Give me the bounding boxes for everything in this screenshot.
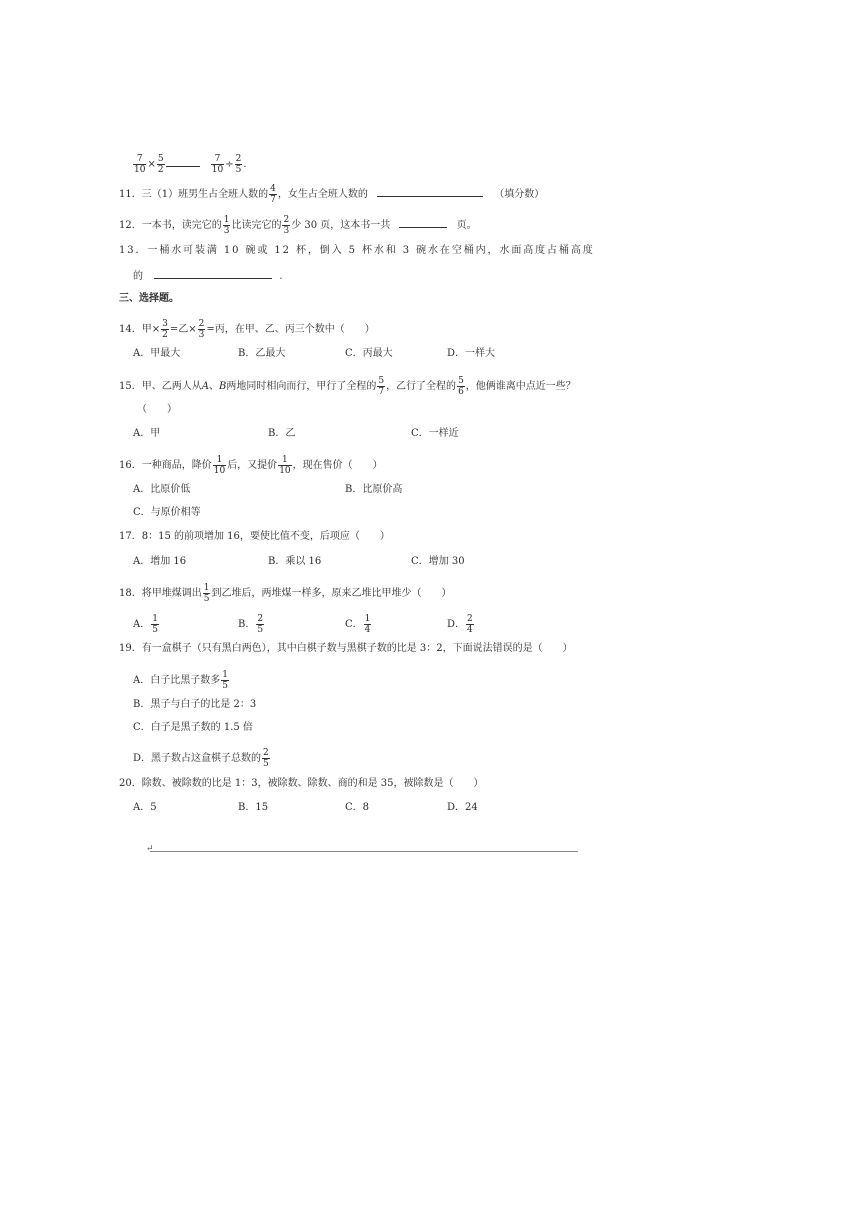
option-text: D．黑子数占这盒棋子总数的: [133, 753, 262, 764]
fraction: $\frac{5}{2}$: [157, 154, 164, 175]
option-letter: D．: [447, 619, 466, 630]
answer-blank[interactable]: [154, 268, 272, 279]
question-13-line1: 13．一桶水可装满 10 碗或 12 杯，倒入 5 杯水和 3 碗水在空桶内，水面高度占桶高度: [119, 245, 595, 256]
fraction: $\frac{1}{3}$: [223, 215, 230, 236]
question-text: 页。: [456, 220, 477, 231]
question-text: 的: [133, 271, 143, 282]
question-18: [119, 583, 451, 604]
fraction: $\frac{7}{10}$: [134, 154, 146, 175]
question-text: 后，又提价: [227, 460, 278, 471]
option-d[interactable]: [447, 614, 475, 635]
operator: ÷: [225, 159, 234, 170]
point-label: B: [218, 381, 227, 392]
option-b[interactable]: B．比原价高: [345, 484, 403, 495]
option-letter: A．: [133, 619, 151, 630]
fraction: $\frac{2}{3}$: [198, 319, 205, 340]
q10-line: [132, 154, 247, 175]
question-text: 到乙堆后，两堆煤一样多，原来乙堆比甲堆少（ ）: [211, 588, 452, 599]
period: .: [279, 271, 283, 282]
question-text: =乙×: [169, 324, 197, 335]
question-17: 17．8：15 的前项增加 16，要使比值不变，后项应（ ）: [119, 531, 390, 542]
option-c[interactable]: C．8: [345, 802, 370, 813]
option-d[interactable]: D．24: [447, 802, 478, 813]
question-text: ，女生占全班人数的: [277, 189, 368, 200]
question-12: [119, 215, 477, 236]
fraction: $\frac{2}{5}$: [263, 748, 269, 769]
option-a[interactable]: A．增加 16: [133, 556, 187, 567]
fraction: $\frac{1}{5}$: [152, 614, 158, 635]
fraction: $\frac{2}{3}$: [283, 215, 290, 236]
question-11: [119, 184, 544, 205]
fraction: $\frac{7}{10}$: [211, 154, 224, 175]
answer-blank[interactable]: [377, 186, 483, 197]
fraction: $\frac{1}{5}$: [203, 583, 210, 604]
return-mark: ↵: [146, 844, 154, 854]
option-a[interactable]: A．比原价低: [133, 484, 191, 495]
option-d[interactable]: D．一样大: [447, 348, 496, 359]
question-16: [119, 455, 383, 476]
answer-blank[interactable]: [166, 156, 200, 167]
option-c[interactable]: C．一样近: [411, 428, 459, 439]
option-b[interactable]: B．15: [238, 802, 269, 813]
option-c[interactable]: [345, 614, 372, 635]
footer-divider: [150, 851, 578, 852]
question-text: 14．甲×: [119, 324, 161, 335]
question-text: 18．将甲堆煤调出: [119, 588, 202, 599]
question-14: [119, 319, 375, 340]
option-b[interactable]: B．乙: [268, 428, 296, 439]
option-c[interactable]: C．丙最大: [345, 348, 393, 359]
option-a[interactable]: A．甲: [133, 428, 161, 439]
option-c[interactable]: C．增加 30: [411, 556, 465, 567]
question-text: 11．三（1）班男生占全班人数的: [119, 189, 269, 200]
operator: ×: [147, 159, 156, 170]
question-text: 两地同时相向而行，甲行了全程的: [226, 381, 377, 392]
fraction: $\frac{2}{5}$: [257, 614, 264, 635]
section-heading: 三、选择题。: [119, 293, 179, 304]
question-text: ，他俩谁离中点近一些？: [465, 381, 576, 392]
question-hint: （填分数）: [494, 189, 545, 200]
fraction: $\frac{3}{2}$: [162, 319, 168, 340]
fraction: $\frac{1}{10}$: [279, 455, 291, 476]
question-text: ，现在售价（ ）: [292, 460, 383, 471]
answer-blank[interactable]: [399, 217, 447, 228]
period: .: [243, 159, 247, 170]
question-text: 16．一种商品，降价: [119, 460, 212, 471]
fraction: $\frac{5}{6}$: [458, 376, 464, 397]
option-c[interactable]: C．与原价相等: [133, 507, 201, 518]
option-b[interactable]: [238, 614, 265, 635]
question-19: 19．有一盒棋子（只有黑白两色），其中白棋子数与黑棋子数的比是 3：2，下面说法错误的是（ ）: [119, 643, 573, 654]
option-text: A．白子比黑子数多: [133, 675, 221, 686]
option-a[interactable]: A．甲最大: [133, 348, 181, 359]
option-a[interactable]: [133, 670, 230, 691]
option-a[interactable]: [133, 614, 160, 635]
question-text: ，乙行了全程的: [386, 381, 457, 392]
option-a[interactable]: A．5: [133, 802, 157, 813]
fraction: $\frac{4}{7}$: [270, 184, 276, 205]
option-letter: B．: [238, 619, 256, 630]
fraction: $\frac{2}{5}$: [235, 154, 242, 175]
question-text: 少 30 页，这本书一共: [291, 220, 391, 231]
question-text: 12．一本书，读完它的: [119, 220, 222, 231]
option-b[interactable]: B．黑子与白子的比是 2：3: [133, 699, 257, 710]
question-15: [119, 376, 576, 397]
option-c[interactable]: C．白子是黑子数的 1.5 倍: [133, 722, 253, 733]
fraction: $\frac{1}{5}$: [222, 670, 228, 691]
option-letter: C．: [345, 619, 363, 630]
question-20: 20．除数、被除数的比是 1：3，被除数、除数、商的和是 35，被除数是（ ）: [119, 778, 484, 789]
fraction: $\frac{1}{10}$: [213, 455, 226, 476]
question-text: =丙，在甲、乙、丙三个数中（ ）: [206, 324, 375, 335]
question-text: 比读完它的: [231, 220, 282, 231]
separator: 、: [208, 381, 219, 392]
option-b[interactable]: B．乙最大: [238, 348, 286, 359]
point-label: A: [201, 381, 209, 392]
option-b[interactable]: B．乘以 16: [268, 556, 322, 567]
option-d[interactable]: [133, 748, 271, 769]
question-13-line2: [133, 268, 283, 284]
fraction: $\frac{1}{4}$: [364, 614, 371, 635]
fraction: $\frac{5}{7}$: [378, 376, 385, 397]
answer-paren: （ ）: [137, 404, 177, 415]
question-text: 15．甲、乙两人从: [119, 381, 202, 392]
fraction: $\frac{2}{4}$: [467, 614, 473, 635]
